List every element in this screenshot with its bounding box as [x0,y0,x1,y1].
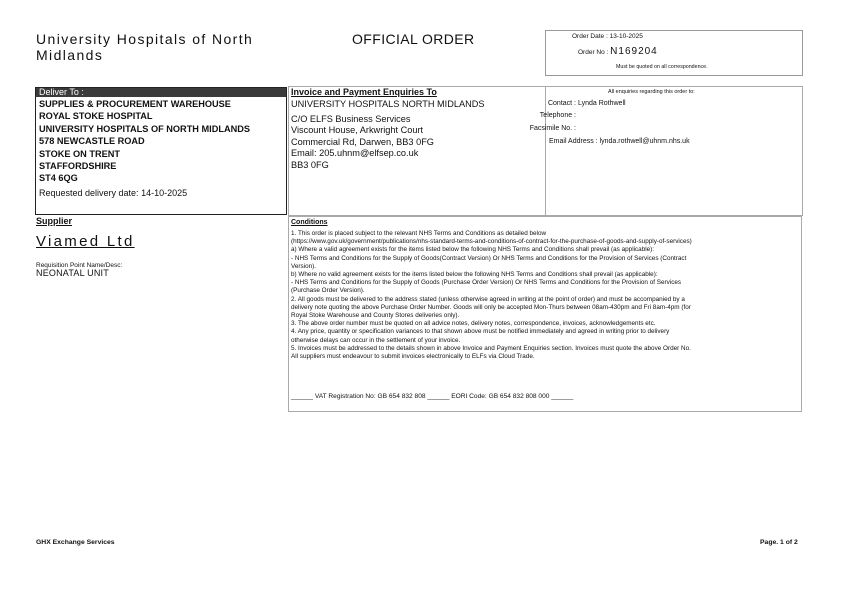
invoice-line: UNIVERSITY HOSPITALS NORTH MIDLANDS [291,99,485,109]
address-line: ST4 6QG [39,173,78,184]
supplier-name: Viamed Ltd [36,233,135,250]
condition-line: 4. Any price, quantity or specification variances to that shown above must be notified immediately and agreed in writing prior to delivery [291,328,670,336]
enquiries-note: All enquiries regarding this order to: [608,89,695,95]
footer-exchange-services: GHX Exchange Services [36,539,115,546]
telephone-label: Telephone : [539,112,576,119]
invoice-line: Viscount House, Arkwright Court [291,125,424,135]
requisition-point: NEONATAL UNIT [36,268,109,278]
conditions-box [288,216,802,412]
condition-line: 5. Invoices must be addressed to the details shown in above Invoice and Payment Enquiries section. Invoices must quote the above Order No. [291,344,691,352]
deliver-address [36,97,286,185]
email-label: Email Address : [549,138,598,145]
organisation-name: University Hospitals of North Midlands [36,31,254,63]
address-line: STOKE ON TRENT [39,148,120,159]
supplier-section [35,216,285,412]
contact-row [518,100,626,107]
quote-note: Must be quoted on all correspondence. [616,64,708,70]
document-title: OFFICIAL ORDER [352,31,475,47]
order-date-label: Order Date : [572,33,608,40]
fax-label: Facsimile No. : [529,125,576,132]
page-number: Page. 1 of 2 [760,539,798,546]
order-number-row [578,46,658,57]
condition-line: (Purchase Order Version). [291,287,365,295]
condition-line: Version). [291,262,317,270]
condition-line: 1. This order is placed subject to the relevant NHS Terms and Conditions as detailed below [291,230,547,237]
address-line: SUPPLIES & PROCUREMENT WAREHOUSE [39,99,231,109]
deliver-to-box [35,87,287,215]
condition-line: b) Where no valid agreement exists for the items listed below the following NHS Terms and Conditions shall prevail (as applicable): [291,271,658,279]
address-line: ROYAL STOKE HOSPITAL [39,111,153,122]
invoice-email: Email: 205.uhnm@elfsep.co.uk [291,148,419,158]
invoice-line: C/O ELFS Business Services [291,114,411,124]
invoice-enquiries-box [288,86,546,216]
condition-line: Royal Stoke Warehouse and County Stores deliveries only). [291,312,460,320]
deliver-to-heading: Deliver To : [36,88,286,97]
order-date-value: 13-10-2025 [609,33,643,40]
order-number-value: N169204 [610,46,658,57]
fax-row [518,125,576,132]
condition-line: All suppliers must endeavour to submit invoices electronically to ELFs via Cloud Trade. [291,353,535,361]
invoice-heading: Invoice and Payment Enquiries To [291,87,437,97]
condition-line: 3. The above order number must be quoted on all advice notes, delivery notes, correspondence, invoices, acknowledgements etc. [291,320,656,328]
email-value: lynda.rothwell@uhnm.nhs.uk [599,138,690,145]
conditions-heading: Conditions [291,219,328,226]
order-date-row [572,33,643,40]
address-line: STAFFORDSHIRE [39,161,117,172]
vat-registration-line: ______ VAT Registration No: GB 654 832 808 ______ EORI Code: GB 654 832 808 000 ______ [291,393,574,400]
conditions-text [291,230,799,361]
order-info-box [545,30,803,76]
enquiries-box [529,86,803,216]
order-number-label: Order No : [578,49,609,56]
address-line: 578 NEWCASTLE ROAD [39,136,145,147]
requisition-label: Requisition Point Name/Desc: [36,262,123,269]
invoice-line: Commercial Rd, Darwen, BB3 0FG [291,137,434,147]
condition-line: - NHS Terms and Conditions for the Supply of Goods(Contract Version) Or NHS Terms and Conditions for the Provision of Services (Contract [291,254,687,262]
condition-line: a) Where a valid agreement exists for the items listed below the following NHS Terms and Conditions shall prevail (as applicable): [291,246,655,254]
condition-line: 2. All goods must be delivered to the address stated (unless otherwise agreed in writing at the point of order) and must be accompanied by a [291,295,685,303]
contact-label: Contact : [547,100,576,107]
requested-delivery-date [36,187,286,200]
telephone-row [518,112,576,119]
condition-line: (https://www.gov.uk/government/publications/nhs-standard-terms-and-conditions-of-contract-for-the-purchase-of-goods-and-supply-of-services) [291,238,692,246]
requested-delivery-label: Requested delivery date: [39,187,139,198]
condition-line: otherwise delays can occur in the settlement of your invoice. [291,336,461,344]
requested-delivery-value: 14-10-2025 [141,187,188,198]
address-line: UNIVERSITY HOSPITALS OF NORTH MIDLANDS [39,123,250,134]
email-row [549,138,690,145]
condition-line: - NHS Terms and Conditions for the Supply of Goods (Purchase Order Version) Or NHS Terms and Conditions for the Provision of Services [291,279,682,287]
condition-line: delivery note quoting the above Purchase Order Number. Goods will only be accepted Mon-Thurs between 08am-430pm and Fri 8am-4pm (for [291,303,691,311]
supplier-heading: Supplier [36,216,73,226]
contact-value: Lynda Rothwell [577,100,626,107]
invoice-line: BB3 0FG [291,160,329,170]
